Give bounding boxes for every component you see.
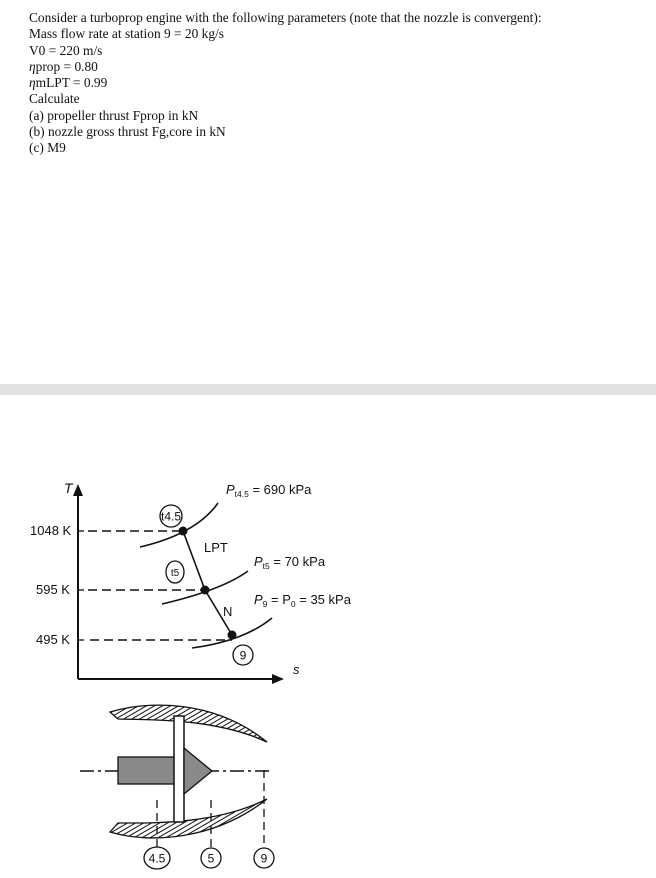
exhaust-cone — [184, 748, 212, 794]
state-label-9 — [233, 645, 253, 665]
svg-text:t4.5: t4.5 — [160, 509, 182, 524]
svg-text:9: 9 — [260, 851, 268, 866]
state-point-t5 — [201, 586, 210, 595]
mass-flow-line: Mass flow rate at station 9 = 20 kg/s — [29, 26, 224, 42]
state-label-t5 — [166, 561, 184, 583]
eta-prop-line — [29, 59, 649, 75]
svg-text:4.5: 4.5 — [148, 851, 166, 866]
temp-label-495: 495 K — [36, 632, 70, 647]
isobar-label-p5: $P_{t5} = 70$ kPa — [254, 554, 326, 571]
state-label-t45 — [160, 505, 182, 527]
svg-text:5: 5 — [207, 851, 215, 866]
isobar-label-p45: $P_{t4.5} = 690$ kPa — [226, 482, 312, 499]
eta-symbol: η — [29, 75, 36, 91]
state-point-9 — [228, 631, 237, 640]
question-c: (c) M9 — [29, 140, 66, 156]
engine-schematic — [80, 705, 272, 850]
station-label-5 — [201, 848, 221, 868]
separator-bar — [0, 384, 656, 395]
v0-line: V0 = 220 m/s — [29, 42, 103, 58]
eta-symbol: η — [29, 58, 36, 74]
upper-nacelle-wall — [110, 705, 267, 742]
lpt-label: LPT — [204, 540, 228, 555]
station-label-9 — [254, 848, 274, 868]
svg-text:t5: t5 — [170, 568, 180, 579]
axis-s-label: s — [293, 662, 300, 677]
isobar-label-p9: $P_9 = P_0 = 35$ kPa — [254, 592, 351, 609]
nozzle-label: N — [223, 604, 233, 619]
problem-statement — [29, 10, 649, 157]
temp-label-1048: 1048 K — [30, 523, 72, 538]
svg-text:9: 9 — [239, 648, 247, 663]
question-b: (b) nozzle gross thrust Fg,core in kN — [29, 124, 226, 140]
temp-label-595: 595 K — [36, 582, 70, 597]
ts-diagram-figure — [0, 395, 656, 878]
eta-mlpt-text: mLPT = 0.99 — [35, 75, 108, 91]
station-label-45 — [144, 847, 170, 869]
axis-t-label: T — [64, 480, 73, 496]
lower-nacelle-wall — [110, 799, 267, 838]
eta-prop-text: prop = 0.80 — [35, 58, 98, 74]
question-a: (a) propeller thrust Fprop in kN — [29, 107, 199, 123]
isobar-curves — [140, 503, 272, 648]
calculate-line: Calculate — [29, 91, 80, 107]
problem-intro: Consider a turboprop engine with the following parameters (note that the nozzle is convergent): — [29, 10, 542, 25]
eta-mlpt-line — [29, 75, 649, 91]
state-point-t45 — [179, 527, 188, 536]
turbine-stage — [174, 716, 184, 822]
turbine-shaft — [118, 757, 176, 784]
